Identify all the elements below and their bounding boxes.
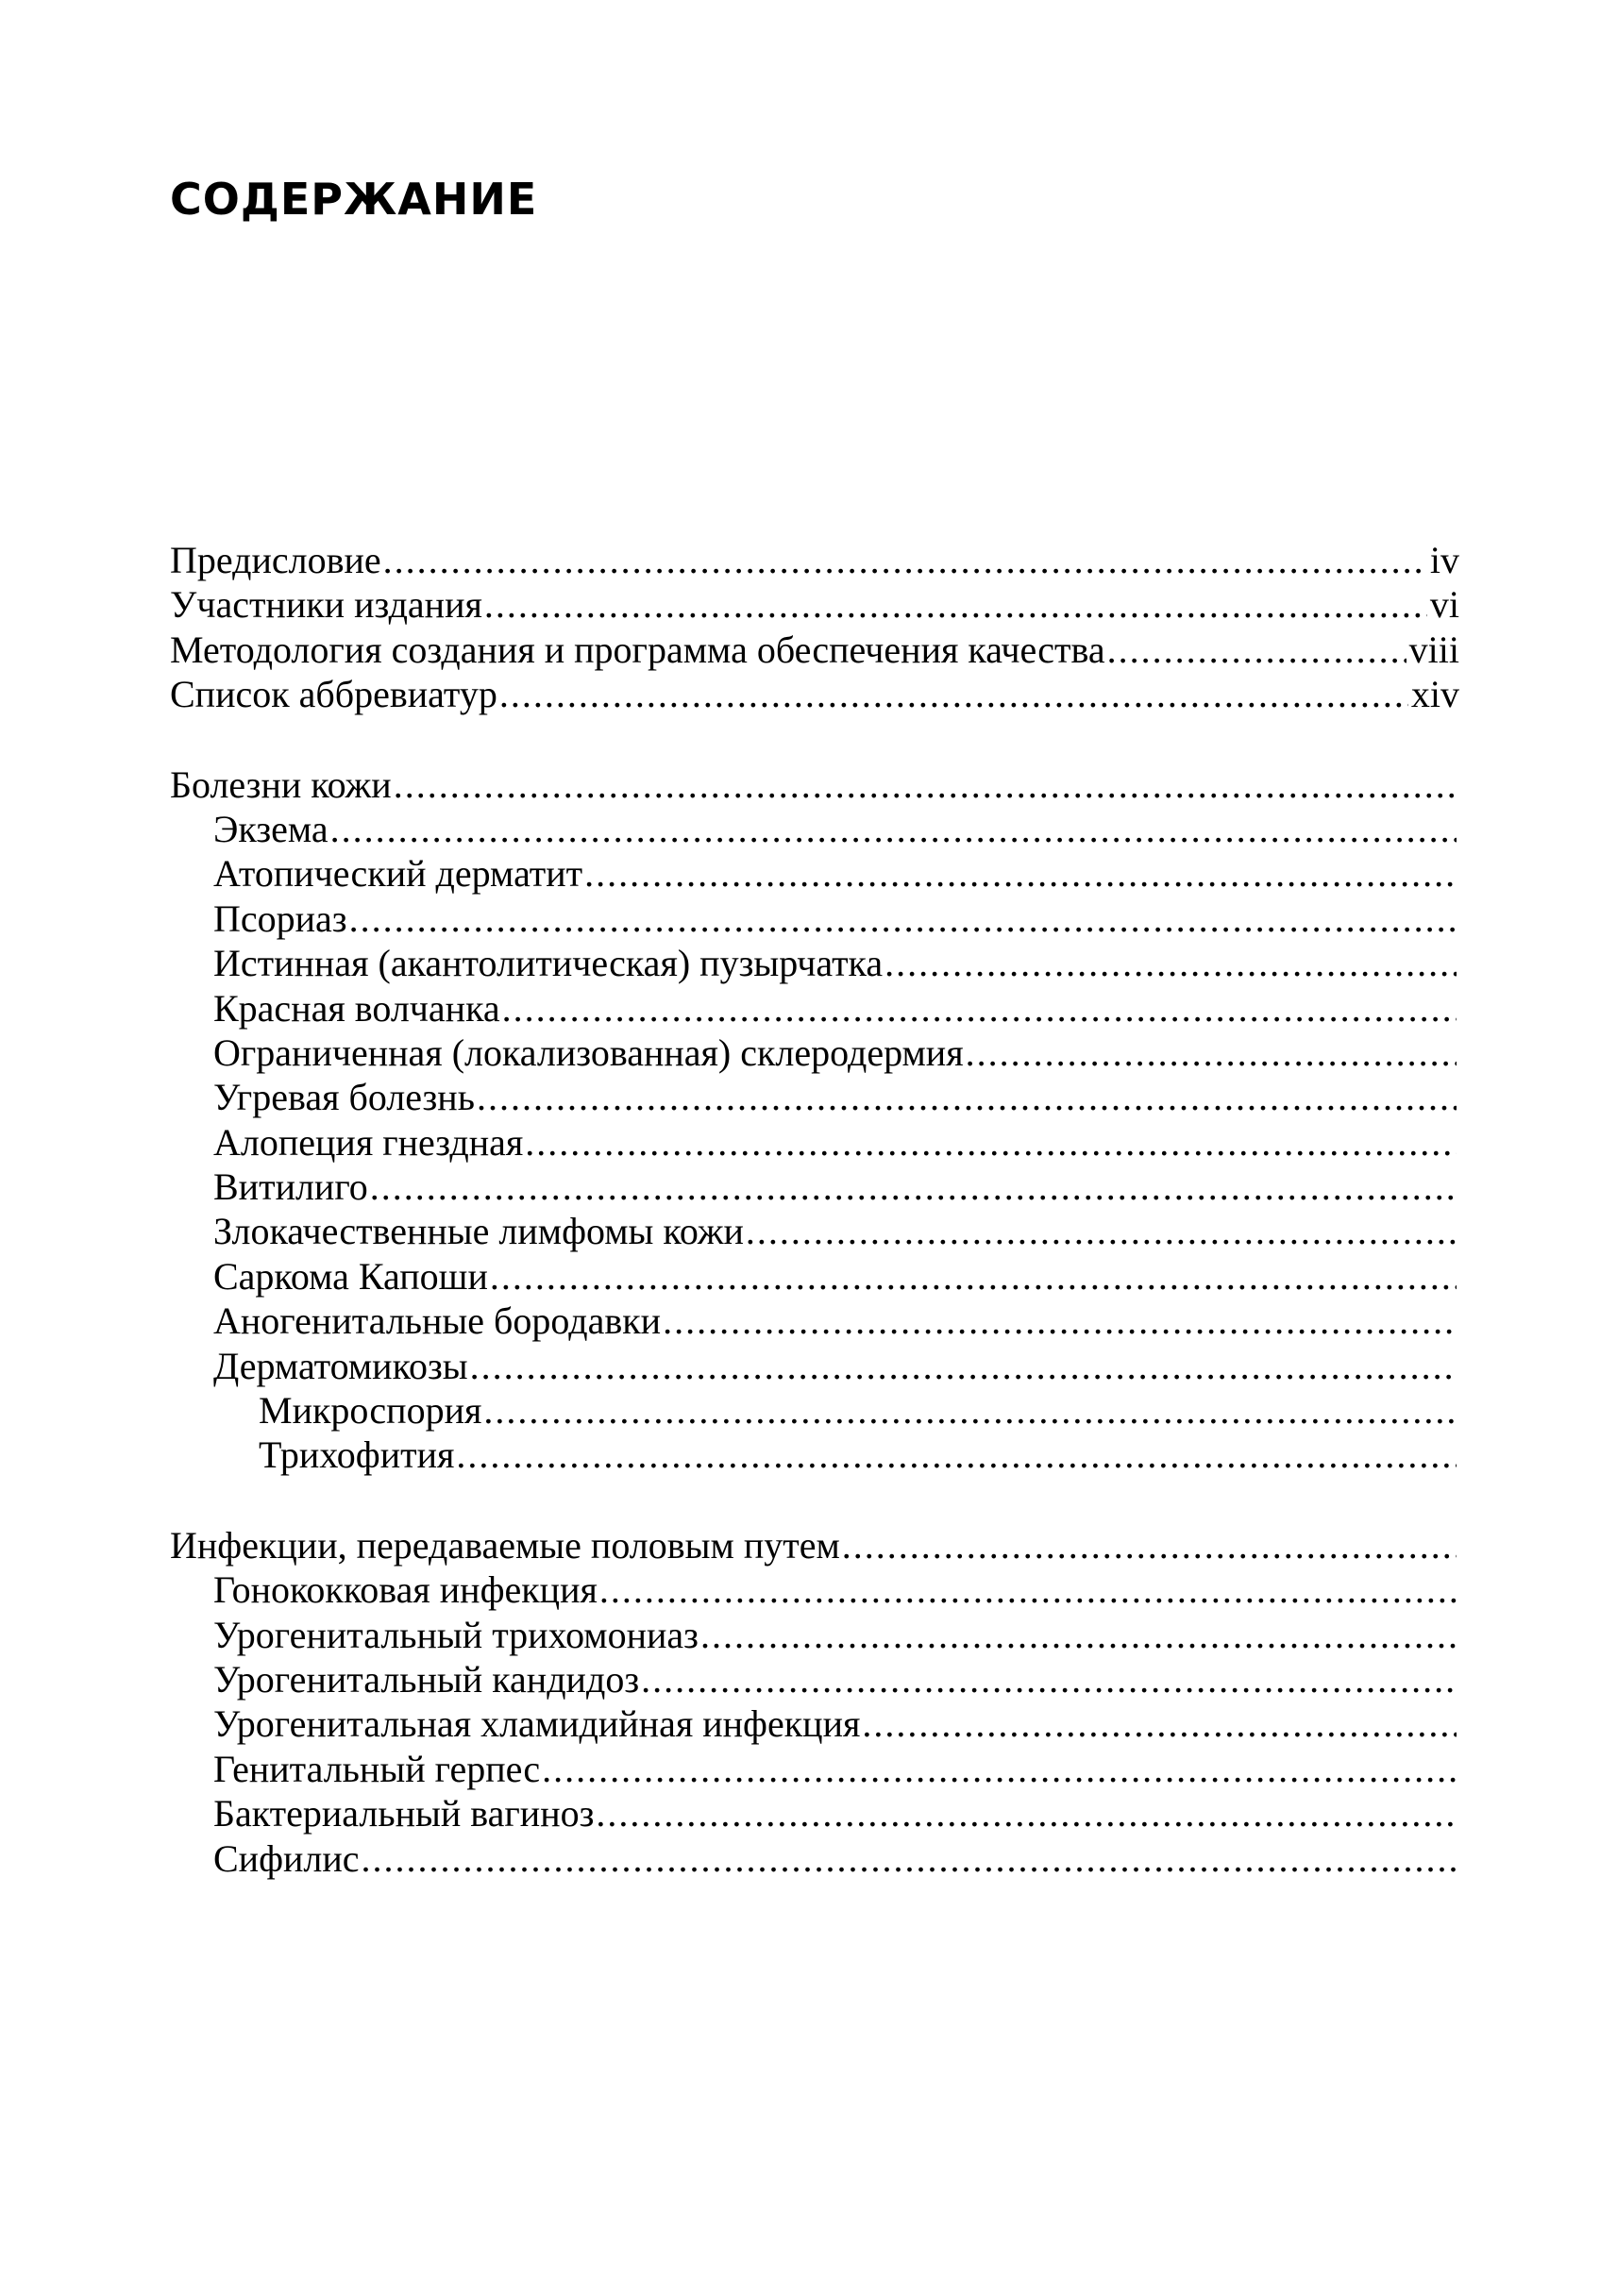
- toc-entry-label: Экзема: [213, 807, 328, 850]
- toc-entry-contributors[interactable]: [170, 582, 1459, 627]
- toc-dot-leader: [330, 807, 1457, 851]
- toc-dot-leader: [599, 1567, 1457, 1612]
- toc-entry-label: Угревая болезнь: [213, 1076, 475, 1119]
- toc-entry-trichophytia[interactable]: [170, 1433, 1459, 1477]
- toc-dot-leader: [349, 897, 1457, 941]
- toc-page-number: xiv: [1410, 673, 1459, 716]
- toc-entry-label: Участники издания: [170, 583, 482, 627]
- toc-dot-leader: [641, 1657, 1457, 1701]
- toc-dot-leader: [700, 1613, 1457, 1657]
- toc-entry-genital-herpes[interactable]: [170, 1747, 1459, 1791]
- toc-entry-chlamydia[interactable]: [170, 1701, 1459, 1746]
- toc-entry-alopecia[interactable]: [170, 1120, 1459, 1165]
- toc-group-skin-diseases: [170, 763, 1459, 1478]
- toc-entry-label: Болезни кожи: [170, 763, 392, 806]
- toc-entry-lupus[interactable]: [170, 986, 1459, 1031]
- toc-dot-leader: [1107, 628, 1406, 672]
- toc-dot-leader: [746, 1209, 1457, 1253]
- toc-dot-leader: [966, 1031, 1457, 1075]
- toc-entry-atopic-dermatitis[interactable]: [170, 851, 1459, 896]
- toc-entry-label: Предисловие: [170, 539, 381, 581]
- toc-entry-syphilis[interactable]: [170, 1836, 1459, 1881]
- toc-entry-microsporia[interactable]: [170, 1388, 1459, 1433]
- toc-entry-acne[interactable]: [170, 1075, 1459, 1119]
- toc-entry-label: Урогенитальный трихомониаз: [213, 1613, 699, 1656]
- toc-dot-leader: [483, 1388, 1457, 1433]
- toc-page-number: vi: [1429, 583, 1459, 627]
- toc-section-skin-diseases[interactable]: [170, 763, 1459, 807]
- toc-entry-label: Гонококковая инфекция: [213, 1568, 598, 1612]
- toc-entry-label: Сифилис: [213, 1836, 360, 1880]
- toc-entry-label: Витилиго: [213, 1165, 368, 1209]
- toc-entry-label: Генитальный герпес: [213, 1747, 541, 1790]
- toc-dot-leader: [663, 1299, 1457, 1343]
- toc-dot-leader: [490, 1254, 1457, 1299]
- toc-entry-gonococcal[interactable]: [170, 1567, 1459, 1612]
- toc-entry-abbreviations[interactable]: [170, 672, 1459, 716]
- toc-page-number: iv: [1429, 539, 1459, 581]
- toc-entry-trichomoniasis[interactable]: [170, 1613, 1459, 1657]
- toc-dot-leader: [542, 1747, 1457, 1791]
- toc-entry-eczema[interactable]: [170, 807, 1459, 851]
- page-title: СОДЕРЖАНИЕ: [170, 174, 538, 225]
- toc-entry-label: Методология создания и программа обеспечения качества: [170, 628, 1105, 671]
- toc-entry-label: Алопеция гнездная: [213, 1120, 524, 1164]
- toc-entry-label: Урогенитальный кандидоз: [213, 1657, 640, 1701]
- toc-entry-label: Микроспория: [259, 1389, 482, 1433]
- toc-group-sti: [170, 1523, 1459, 1881]
- toc-dot-leader: [525, 1120, 1457, 1165]
- toc-entry-label: Истинная (акантолитическая) пузырчатка: [213, 942, 884, 985]
- toc-entry-label: Трихофития: [259, 1433, 455, 1477]
- toc-entry-label: Атопический дерматит: [213, 852, 583, 896]
- toc-dot-leader: [370, 1165, 1457, 1209]
- toc-dot-leader: [884, 941, 1457, 985]
- toc-entry-label: Ограниченная (локализованная) склеродермия: [213, 1031, 964, 1074]
- toc-entry-label: Злокачественные лимфомы кожи: [213, 1210, 744, 1253]
- toc-dot-leader: [862, 1701, 1457, 1746]
- toc-entry-bacterial-vaginosis[interactable]: [170, 1791, 1459, 1835]
- toc-entry-label: Бактериальный вагиноз: [213, 1792, 595, 1835]
- toc-dot-leader: [383, 538, 1427, 582]
- toc-dot-leader: [362, 1836, 1457, 1881]
- toc-entry-kaposi-sarcoma[interactable]: [170, 1254, 1459, 1299]
- toc-entry-dermatomycoses[interactable]: [170, 1344, 1459, 1388]
- toc-dot-leader: [596, 1791, 1457, 1835]
- toc-entry-label: Саркома Капоши: [213, 1254, 488, 1298]
- toc-entry-psoriasis[interactable]: [170, 897, 1459, 941]
- toc-entry-skin-lymphomas[interactable]: [170, 1209, 1459, 1253]
- toc-entry-pemphigus[interactable]: [170, 941, 1459, 985]
- toc-dot-leader: [477, 1075, 1457, 1119]
- toc-dot-leader: [484, 582, 1427, 627]
- toc-entry-scleroderma[interactable]: [170, 1031, 1459, 1075]
- toc-entry-label: Красная волчанка: [213, 986, 500, 1030]
- toc-section-sti[interactable]: [170, 1523, 1459, 1567]
- toc-entry-label: Аногенитальные бородавки: [213, 1299, 662, 1343]
- toc-entry-preface[interactable]: [170, 538, 1459, 582]
- toc-entry-label: Инфекции, передаваемые половым путем: [170, 1523, 840, 1567]
- toc-entry-candidiasis[interactable]: [170, 1657, 1459, 1701]
- toc-entry-label: Дерматомикозы: [213, 1344, 468, 1387]
- toc-dot-leader: [499, 672, 1408, 716]
- toc-page-number: viii: [1408, 628, 1459, 671]
- toc-entry-label: Псориаз: [213, 897, 347, 940]
- toc-dot-leader: [456, 1433, 1457, 1477]
- table-of-contents: [170, 538, 1459, 1926]
- toc-dot-leader: [394, 763, 1457, 807]
- toc-group-front-matter: [170, 538, 1459, 717]
- toc-dot-leader: [842, 1523, 1457, 1567]
- toc-dot-leader: [470, 1344, 1457, 1388]
- toc-entry-label: Урогенитальная хламидийная инфекция: [213, 1702, 861, 1746]
- toc-entry-label: Список аббревиатур: [170, 673, 497, 716]
- toc-entry-anogenital-warts[interactable]: [170, 1299, 1459, 1343]
- toc-dot-leader: [584, 851, 1457, 896]
- toc-dot-leader: [502, 986, 1457, 1031]
- toc-entry-methodology[interactable]: [170, 628, 1459, 672]
- toc-entry-vitiligo[interactable]: [170, 1165, 1459, 1209]
